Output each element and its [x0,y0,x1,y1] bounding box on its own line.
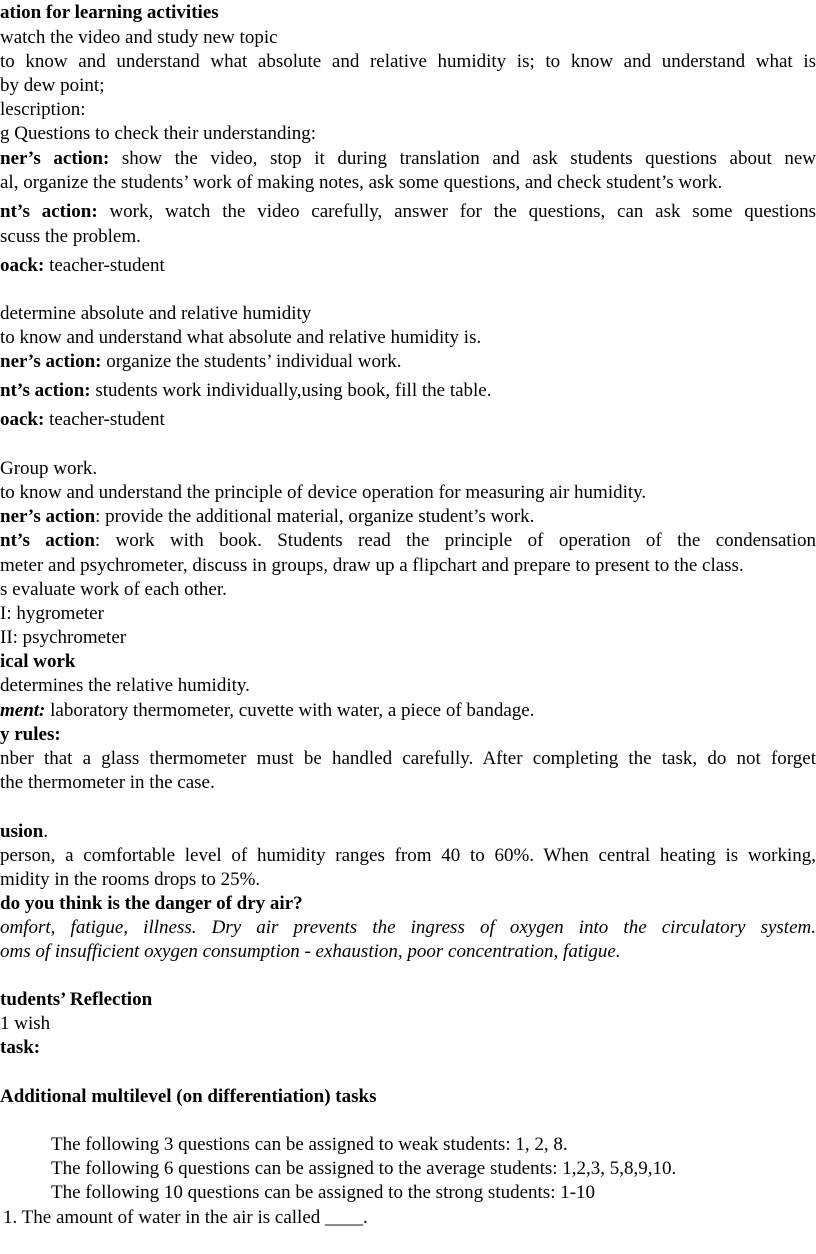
text-run: to know and understand the principle of device operation for measuring air humidity. [0,482,647,503]
section-heading [0,988,816,1012]
text-run: nber that a glass thermometer must be handled carefully. After completing the task, do not forget [0,748,816,769]
paragraph-line [0,147,816,171]
text-run: nt’s action: [0,201,98,222]
paragraph-line [0,350,816,374]
text-run: The following 10 questions can be assigned to the strong students: 1-10 [51,1182,596,1203]
answer-line [0,940,816,964]
text-run: : provide the additional material, organize student’s work. [95,506,535,527]
section-heading [0,1,816,25]
text-run: g Questions to check their understanding: [0,123,317,144]
text-run: al, organize the students’ work of making notes, ask some questions, and check student’s work. [0,172,723,193]
text-run: watch the video and study new topic [0,27,278,48]
text-run: 1. The amount of water in the air is called ____. [3,1207,368,1228]
paragraph-line [0,225,816,249]
text-run: oack: [0,255,45,276]
paragraph-line [0,254,816,278]
text-run: teacher-student [44,255,165,276]
text-run: s evaluate work of each other. [0,579,227,600]
section-heading [0,1085,816,1109]
text-run: The following 6 questions can be assigned to the average students: 1,2,3, 5,8,9,10. [51,1158,677,1179]
section-heading [0,1036,816,1060]
section-heading [0,650,816,674]
text-run: person, a comfortable level of humidity ranges from 40 to 60%. When central heating is working, [0,845,816,866]
text-run: work, watch the video carefully, answer for the questions, can ask some questions [97,201,816,222]
text-run: nt’s action [0,530,95,551]
text-run: ner’s action [0,506,96,527]
text-run: oms of insufficient oxygen consumption - exhaustion, poor concentration, fatigue. [0,941,621,962]
paragraph-line [0,674,816,698]
text-run: 1 wish [0,1013,51,1034]
text-run: . [43,821,49,842]
text-run: laboratory thermometer, cuvette with water, a piece of bandage. [45,700,535,721]
paragraph-line [0,1133,816,1157]
text-run: ical work [0,651,76,672]
text-run: Group work. [0,458,98,479]
paragraph-line [0,122,816,146]
paragraph-line [0,1157,816,1181]
text-run: to know and understand what absolute and relative humidity is. [0,327,482,348]
text-run: y rules: [0,724,61,745]
section-heading [0,723,816,747]
paragraph-line [0,771,816,795]
paragraph-line [0,171,816,195]
text-run: meter and psychrometer, discuss in groups, draw up a flipchart and prepare to present to the class. [0,555,744,576]
paragraph-line [0,578,816,602]
text-run: ment: [0,700,46,721]
text-run: nt’s action: [0,380,91,401]
text-run: the thermometer in the case. [0,772,215,793]
paragraph-line [0,602,816,626]
paragraph-line [0,50,816,74]
text-run: scuss the problem. [0,226,141,247]
paragraph-line [0,74,816,98]
section-heading [0,820,816,844]
text-run: midity in the rooms drops to 25%. [0,869,261,890]
paragraph-line [0,505,816,529]
text-run: tudents’ Reflection [0,989,153,1010]
text-run: task: [0,1037,41,1058]
paragraph-line [0,326,816,350]
paragraph-line [0,408,816,432]
text-run: ation for learning activities [0,2,219,23]
text-run: oack: [0,409,45,430]
paragraph-line [0,554,816,578]
answer-line [0,916,816,940]
paragraph-line [0,200,816,224]
paragraph-line [0,1012,816,1036]
paragraph-line [0,98,816,122]
paragraph-line [0,302,816,326]
text-run: omfort, fatigue, illness. Dry air prevents the ingress of oxygen into the circulatory system. [0,917,816,938]
paragraph-line [0,26,816,50]
text-run: I: hygrometer [0,603,104,624]
paragraph-line [0,699,816,723]
text-run: determine absolute and relative humidity [0,303,312,324]
question-heading [0,892,816,916]
text-run: The following 3 questions can be assigned to weak students: 1, 2, 8. [51,1134,568,1155]
text-run: ner’s action: [0,148,110,169]
text-run: determines the relative humidity. [0,675,250,696]
paragraph-line [0,844,816,868]
text-run: ner’s action: [0,351,102,372]
text-run: lescription: [0,99,86,120]
text-run: organize the students’ individual work. [101,351,402,372]
text-run: to know and understand what absolute and relative humidity is; to know and understand what is [0,51,816,72]
paragraph-line [0,457,816,481]
text-run: do you think is the danger of dry air? [0,893,303,914]
paragraph-line [0,1181,816,1205]
paragraph-line [0,626,816,650]
text-run: usion [0,821,44,842]
paragraph-line [0,747,816,771]
text-run: teacher-student [44,409,165,430]
paragraph-line [0,481,816,505]
paragraph-line [0,529,816,553]
text-run: II: psychrometer [0,627,127,648]
text-run: by dew point; [0,75,105,96]
text-run: show the video, stop it during translation and ask students questions about new [109,148,816,169]
text-run: Additional multilevel (on differentiation) tasks [0,1086,377,1107]
paragraph-line [0,379,816,403]
question-item [0,1206,816,1230]
text-run: students work individually,using book, fill the table. [90,380,492,401]
text-run: : work with book. Students read the principle of operation of the condensation [94,530,816,551]
paragraph-line [0,868,816,892]
